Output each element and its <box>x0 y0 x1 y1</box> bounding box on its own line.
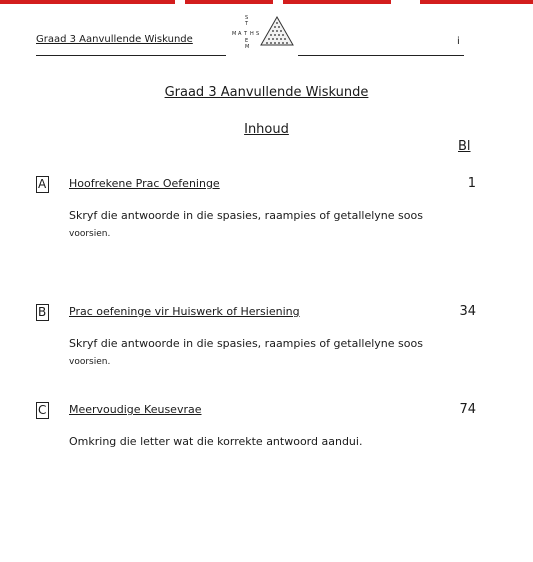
contents-heading: Inhoud <box>244 122 289 137</box>
header-rule-left <box>36 55 226 56</box>
document-title: Graad 3 Aanvullende Wiskunde <box>164 85 369 100</box>
section-page: 1 <box>467 176 476 191</box>
page-number: i <box>457 36 460 47</box>
section-description: Omkring die letter wat die korrekte antwoord aandui. <box>69 435 363 448</box>
running-title: Graad 3 Aanvullende Wiskunde <box>36 34 193 45</box>
section-letter: A <box>36 176 49 193</box>
section-description: Skryf die antwoorde in die spasies, raampies of getallelyne soos voorsien. <box>69 209 423 239</box>
top-color-strip <box>0 0 533 4</box>
section-title[interactable]: Hoofrekene Prac Oefeninge <box>69 177 220 190</box>
page-header <box>36 14 466 54</box>
pyramid-icon <box>260 16 294 46</box>
section-title[interactable]: Meervoudige Keusevrae <box>69 403 202 416</box>
section-description: Skryf die antwoorde in die spasies, raampies of getallelyne soos voorsien. <box>69 337 423 367</box>
section-page: 74 <box>459 402 476 417</box>
section-page: 34 <box>459 304 476 319</box>
section-title[interactable]: Prac oefeninge vir Huiswerk of Hersiening <box>69 305 300 318</box>
header-rule-right <box>298 55 464 56</box>
section-letter: B <box>36 304 49 321</box>
maths-stem-logo <box>232 16 294 54</box>
logo-lettering: M A T H S S T E M <box>232 15 260 50</box>
section-letter: C <box>36 402 49 419</box>
page-column-heading: Bl <box>458 139 471 154</box>
